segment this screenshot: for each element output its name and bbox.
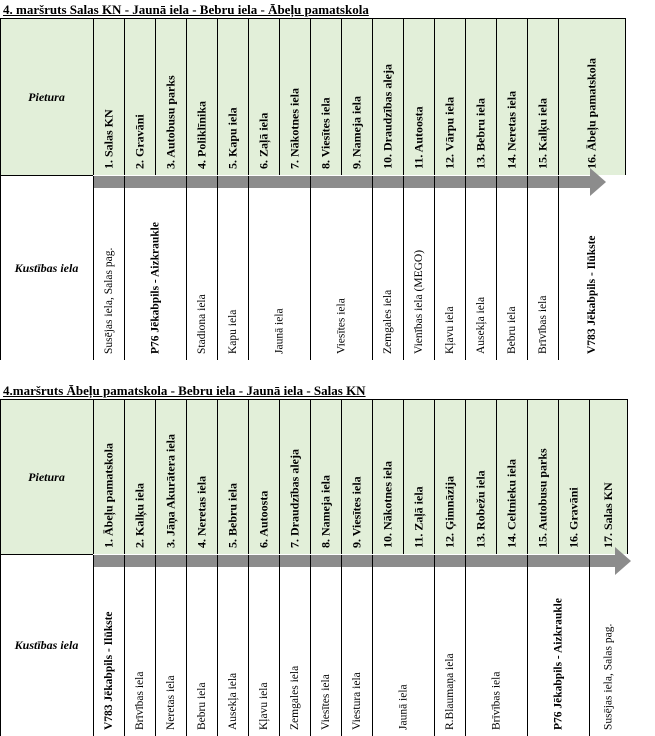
stop-name: 6. Autoosta bbox=[256, 490, 271, 548]
street-name: Brīvības iela bbox=[537, 295, 549, 354]
street-name: P76 Jēkabpils - Aizkraukle bbox=[552, 598, 565, 730]
street-name: Bebru iela bbox=[506, 306, 518, 354]
stop-name: 7. Nākotnes iela bbox=[287, 88, 302, 169]
route1-stops-header: Pietura bbox=[28, 89, 65, 104]
stop-name: 12. Vārpu iela bbox=[442, 96, 457, 169]
street-name: Zemgales iela bbox=[382, 289, 394, 354]
stop-name: 1. Ābeļu pamatskola bbox=[101, 442, 116, 548]
street-name: Brīvības iela bbox=[490, 671, 503, 730]
street-name: Neretas iela bbox=[165, 675, 177, 730]
street-name: P76 Jēkabpils - Aizkraukle bbox=[149, 222, 162, 354]
stop-name: 6. Zaļā iela bbox=[256, 112, 271, 169]
stop-name: 5. Bebru iela bbox=[225, 483, 240, 548]
stop-name: 10. Nākotnes iela bbox=[380, 461, 395, 548]
street-name: V783 Jēkabpils - Ilūkste bbox=[103, 611, 115, 730]
street-name: Kļavu iela bbox=[258, 682, 270, 730]
stop-name: 8. Viesītes iela bbox=[318, 97, 333, 169]
stop-name: 3. Jāņa Akurātera iela bbox=[163, 434, 178, 548]
stop-name: 17. Salas KN bbox=[601, 482, 615, 548]
street-name: V783 Jēkabpils - Ilūkste bbox=[586, 235, 598, 354]
stop-name: 9. Viesītes iela bbox=[349, 476, 364, 548]
stop-name: 13. Bebru iela bbox=[473, 98, 488, 169]
street-name: Vienības iela (MEGO) bbox=[413, 249, 425, 354]
stop-name: 11. Zaļā iela bbox=[411, 486, 426, 548]
stop-name: 10. Draudzības aleja bbox=[380, 64, 395, 169]
route1-title: 4. maršruts Salas KN - Jaunā iela - Bebru iela - Ābeļu pamatskola bbox=[3, 2, 369, 17]
stop-name: 16. Ābeļu pamatskola bbox=[584, 57, 599, 169]
street-name: Susējas iela, Salas pag. bbox=[602, 623, 615, 730]
street-name: Viesītes iela bbox=[320, 674, 332, 730]
street-name: Ausekļa iela bbox=[475, 296, 487, 354]
stop-name: 14. Celtnieku iela bbox=[504, 459, 519, 548]
route2-streets-header: Kustības iela bbox=[14, 638, 79, 652]
stop-name: 4. Poliklīnika bbox=[194, 100, 209, 169]
street-name: Jaunā iela bbox=[273, 308, 286, 354]
street-name: Stadiona iela bbox=[196, 294, 208, 354]
stop-name: 11. Autoosta bbox=[411, 106, 426, 169]
stop-name: 7. Draudzības aleja bbox=[287, 449, 302, 548]
stop-name: 16. Gravāni bbox=[566, 487, 581, 548]
stop-name: 14. Neretas iela bbox=[504, 90, 519, 169]
stop-name: 5. Kapu iela bbox=[225, 107, 240, 169]
stop-name: 15. Kalķu iela bbox=[535, 97, 550, 169]
street-name: Viestura iela bbox=[351, 672, 363, 730]
stop-name: 8. Nameja iela bbox=[318, 475, 333, 548]
street-name: Brīvības iela bbox=[134, 671, 146, 730]
street-name: Ausekļa iela bbox=[227, 672, 239, 730]
street-name: Zemgales iela bbox=[289, 665, 301, 730]
stop-name: 4. Neretas iela bbox=[194, 475, 209, 548]
stop-name: 13. Robežu iela bbox=[473, 470, 488, 548]
stop-name: 2. Kalķu iela bbox=[132, 482, 147, 548]
street-name: Jaunā iela bbox=[397, 684, 410, 730]
stop-name: 15. Autobusu parks bbox=[535, 448, 550, 548]
stop-name: 1. Salas KN bbox=[101, 109, 116, 169]
stop-name: 3. Autobusu parks bbox=[163, 75, 178, 169]
street-name: Kļavu iela bbox=[444, 306, 456, 354]
stop-name: 2. Gravāni bbox=[132, 114, 147, 169]
stop-name: 9. Nameja iela bbox=[349, 96, 364, 169]
street-name: R.Blaumaņa iela bbox=[444, 653, 456, 730]
street-name: Bebru iela bbox=[196, 682, 208, 730]
route2-title: 4.maršruts Ābeļu pamatskola - Bebru iela - Jaunā iela - Salas KN bbox=[3, 383, 366, 398]
route2-stops-header: Pietura bbox=[28, 469, 65, 484]
stop-name: 12. Ģimnāzija bbox=[442, 476, 457, 548]
street-name: Kapu iela bbox=[227, 309, 239, 354]
route1-streets-header: Kustības iela bbox=[14, 260, 79, 275]
street-name: Susējas iela, Salas pag. bbox=[103, 247, 115, 354]
street-name: Viesītes iela bbox=[335, 298, 348, 354]
